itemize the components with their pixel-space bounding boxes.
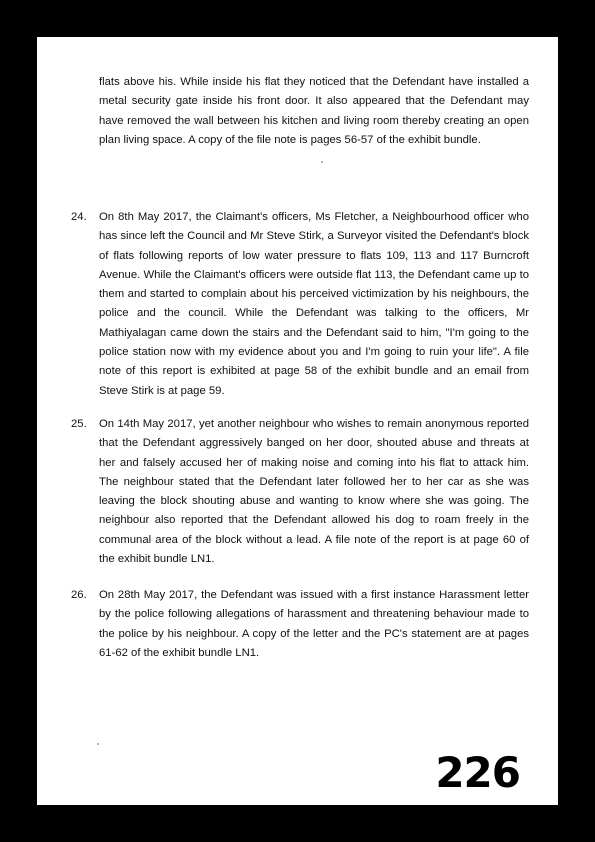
paragraph-24-text: On 8th May 2017, the Claimant's officers, Ms Fletcher, a Neighbourhood officer who has since left the Council and Mr Steve Stirk, a Surveyor visited the Defendant's block of flats following reports of low water pressure to flats 109, 113 and 117 Burncroft Avenue. While the Claimant's officers were outside flat 113, the Defendant came up to them and started to complain about his perceived victimization by his neighbours, the police and the council. While the Defendant was talking to the officers, Mr Mathiyalagan came down the stairs and the Defendant said to him, "I'm going to the police station now with my evidence about you and I'm going to ruin your life". A file note of this report is exhibited at page 58 of the exhibit bundle and an email from Steve Stirk is at page 59. — [99, 211, 529, 397]
document-page — [37, 37, 558, 805]
paragraph-24 — [71, 208, 529, 401]
paragraph-26 — [71, 586, 529, 663]
paragraph-25 — [71, 415, 529, 569]
paragraph-26-text: On 28th May 2017, the Defendant was issued with a first instance Harassment letter by the police following allegations of harassment and threatening behaviour made to the police by his neighbour. A copy of the letter and the PC's statement are at pages 61-62 of the exhibit bundle LN1. — [99, 589, 529, 659]
paragraph-26-number: 26. — [71, 589, 87, 601]
paragraph-25-number: 25. — [71, 418, 87, 430]
scan-speck — [321, 161, 323, 163]
paragraph-24-number: 24. — [71, 211, 87, 223]
scan-speck — [97, 743, 99, 745]
paragraph-25-text: On 14th May 2017, yet another neighbour who wishes to remain anonymous reported that the Defendant aggressively banged on her door, shouted abuse and threats at her and falsely accused her of making noise and coming into his flat to attack him. The neighbour stated that the Defendant later followed her to her car as she was leaving the block shouting abuse and wanting to know where she was going. The neighbour also reported that the Defendant allowed his dog to roam freely in the communal area of the block without a lead. A file note of the report is at page 60 of the exhibit bundle LN1. — [99, 418, 529, 566]
paragraph-23-continuation: flats above his. While inside his flat they noticed that the Defendant have installed a metal security gate inside his front door. It also appeared that the Defendant may have removed the wall between his kitchen and living room thereby creating an open plan living space. A copy of the file note is pages 56-57 of the exhibit bundle. — [99, 76, 529, 146]
handwritten-page-number: 226 — [435, 748, 520, 797]
